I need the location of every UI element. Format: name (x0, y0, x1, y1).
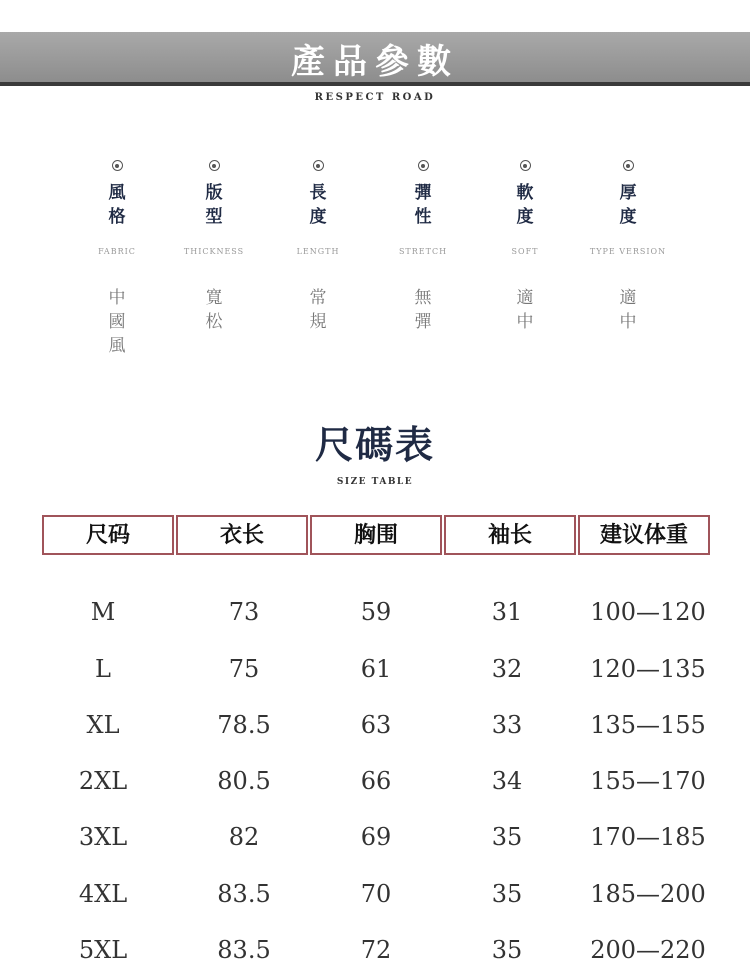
attribute-english-label: SOFT (511, 247, 539, 256)
attribute-column-fit (159, 160, 269, 334)
cell-chest: 70 (360, 880, 392, 908)
cell-sleeve: 32 (491, 655, 523, 683)
cell-length: 83.5 (217, 880, 271, 908)
cell-weight: 135—155 (590, 711, 706, 739)
cell-size: M (90, 598, 116, 626)
cell-sleeve: 34 (491, 767, 523, 795)
attribute-column-thickness (573, 160, 683, 334)
attribute-column-softness (470, 160, 580, 334)
banner-subtitle: RESPECT ROAD (314, 92, 436, 103)
header-sleeve: 袖长 (444, 515, 576, 555)
attribute-column-stretch (368, 160, 478, 334)
bullet-icon (112, 160, 123, 171)
attribute-english-label: STRETCH (398, 247, 448, 256)
cell-weight: 185—200 (590, 880, 706, 908)
cell-weight: 200—220 (590, 936, 706, 964)
attribute-column-length (263, 160, 373, 334)
header-weight: 建议体重 (578, 515, 710, 555)
attribute-name: 彈性 (414, 183, 432, 227)
attribute-english-label: LENGTH (296, 247, 340, 256)
table-row (0, 817, 750, 857)
size-table-title: 尺碼表 (314, 422, 435, 467)
cell-chest: 66 (360, 767, 392, 795)
cell-sleeve: 35 (491, 823, 523, 851)
bullet-icon (520, 160, 531, 171)
attribute-english-label: THICKNESS (183, 247, 245, 256)
attribute-value: 適中 (619, 288, 637, 332)
cell-size: 3XL (78, 823, 128, 851)
cell-length: 82 (228, 823, 260, 851)
cell-length: 75 (228, 655, 260, 683)
cell-size: XL (86, 711, 120, 739)
cell-length: 83.5 (217, 936, 271, 964)
header-chest: 胸围 (310, 515, 442, 555)
cell-weight: 100—120 (590, 598, 706, 626)
attribute-value: 中國風 (108, 288, 126, 356)
cell-weight: 170—185 (590, 823, 706, 851)
product-params-banner (0, 32, 750, 86)
bullet-icon (623, 160, 634, 171)
cell-size: 2XL (78, 767, 128, 795)
table-row (0, 761, 750, 801)
attribute-column-style (62, 160, 172, 358)
cell-weight: 155—170 (590, 767, 706, 795)
cell-chest: 72 (360, 936, 392, 964)
attribute-name: 軟度 (516, 183, 534, 227)
attribute-name: 風格 (108, 183, 126, 227)
bullet-icon (209, 160, 220, 171)
cell-chest: 61 (360, 655, 392, 683)
cell-chest: 63 (360, 711, 392, 739)
attribute-english-label: FABRIC (98, 247, 136, 256)
cell-sleeve: 35 (491, 880, 523, 908)
cell-size: 5XL (78, 936, 128, 964)
attribute-value: 適中 (516, 288, 534, 332)
cell-chest: 59 (360, 598, 392, 626)
attribute-value: 無彈 (414, 288, 432, 332)
table-row (0, 705, 750, 745)
cell-sleeve: 31 (491, 598, 523, 626)
cell-sleeve: 33 (491, 711, 523, 739)
attribute-value: 常規 (309, 288, 327, 332)
attribute-value: 寬松 (205, 288, 223, 332)
cell-size: L (95, 655, 111, 683)
cell-length: 78.5 (217, 711, 271, 739)
attribute-name: 厚度 (619, 183, 637, 227)
cell-length: 80.5 (217, 767, 271, 795)
cell-sleeve: 35 (491, 936, 523, 964)
table-row (0, 592, 750, 632)
cell-chest: 69 (360, 823, 392, 851)
cell-weight: 120—135 (590, 655, 706, 683)
cell-size: 4XL (78, 880, 128, 908)
size-table-subtitle: SIZE TABLE (336, 477, 414, 487)
table-row (0, 930, 750, 970)
product-params-title: 產品參數 (291, 42, 459, 82)
cell-length: 73 (228, 598, 260, 626)
attribute-name: 版型 (205, 183, 223, 227)
header-size: 尺码 (42, 515, 174, 555)
attribute-name: 長度 (309, 183, 327, 227)
table-row (0, 874, 750, 914)
attribute-english-label: TYPE VERSION (589, 247, 667, 256)
table-row (0, 649, 750, 689)
bullet-icon (313, 160, 324, 171)
header-length: 衣长 (176, 515, 308, 555)
bullet-icon (418, 160, 429, 171)
